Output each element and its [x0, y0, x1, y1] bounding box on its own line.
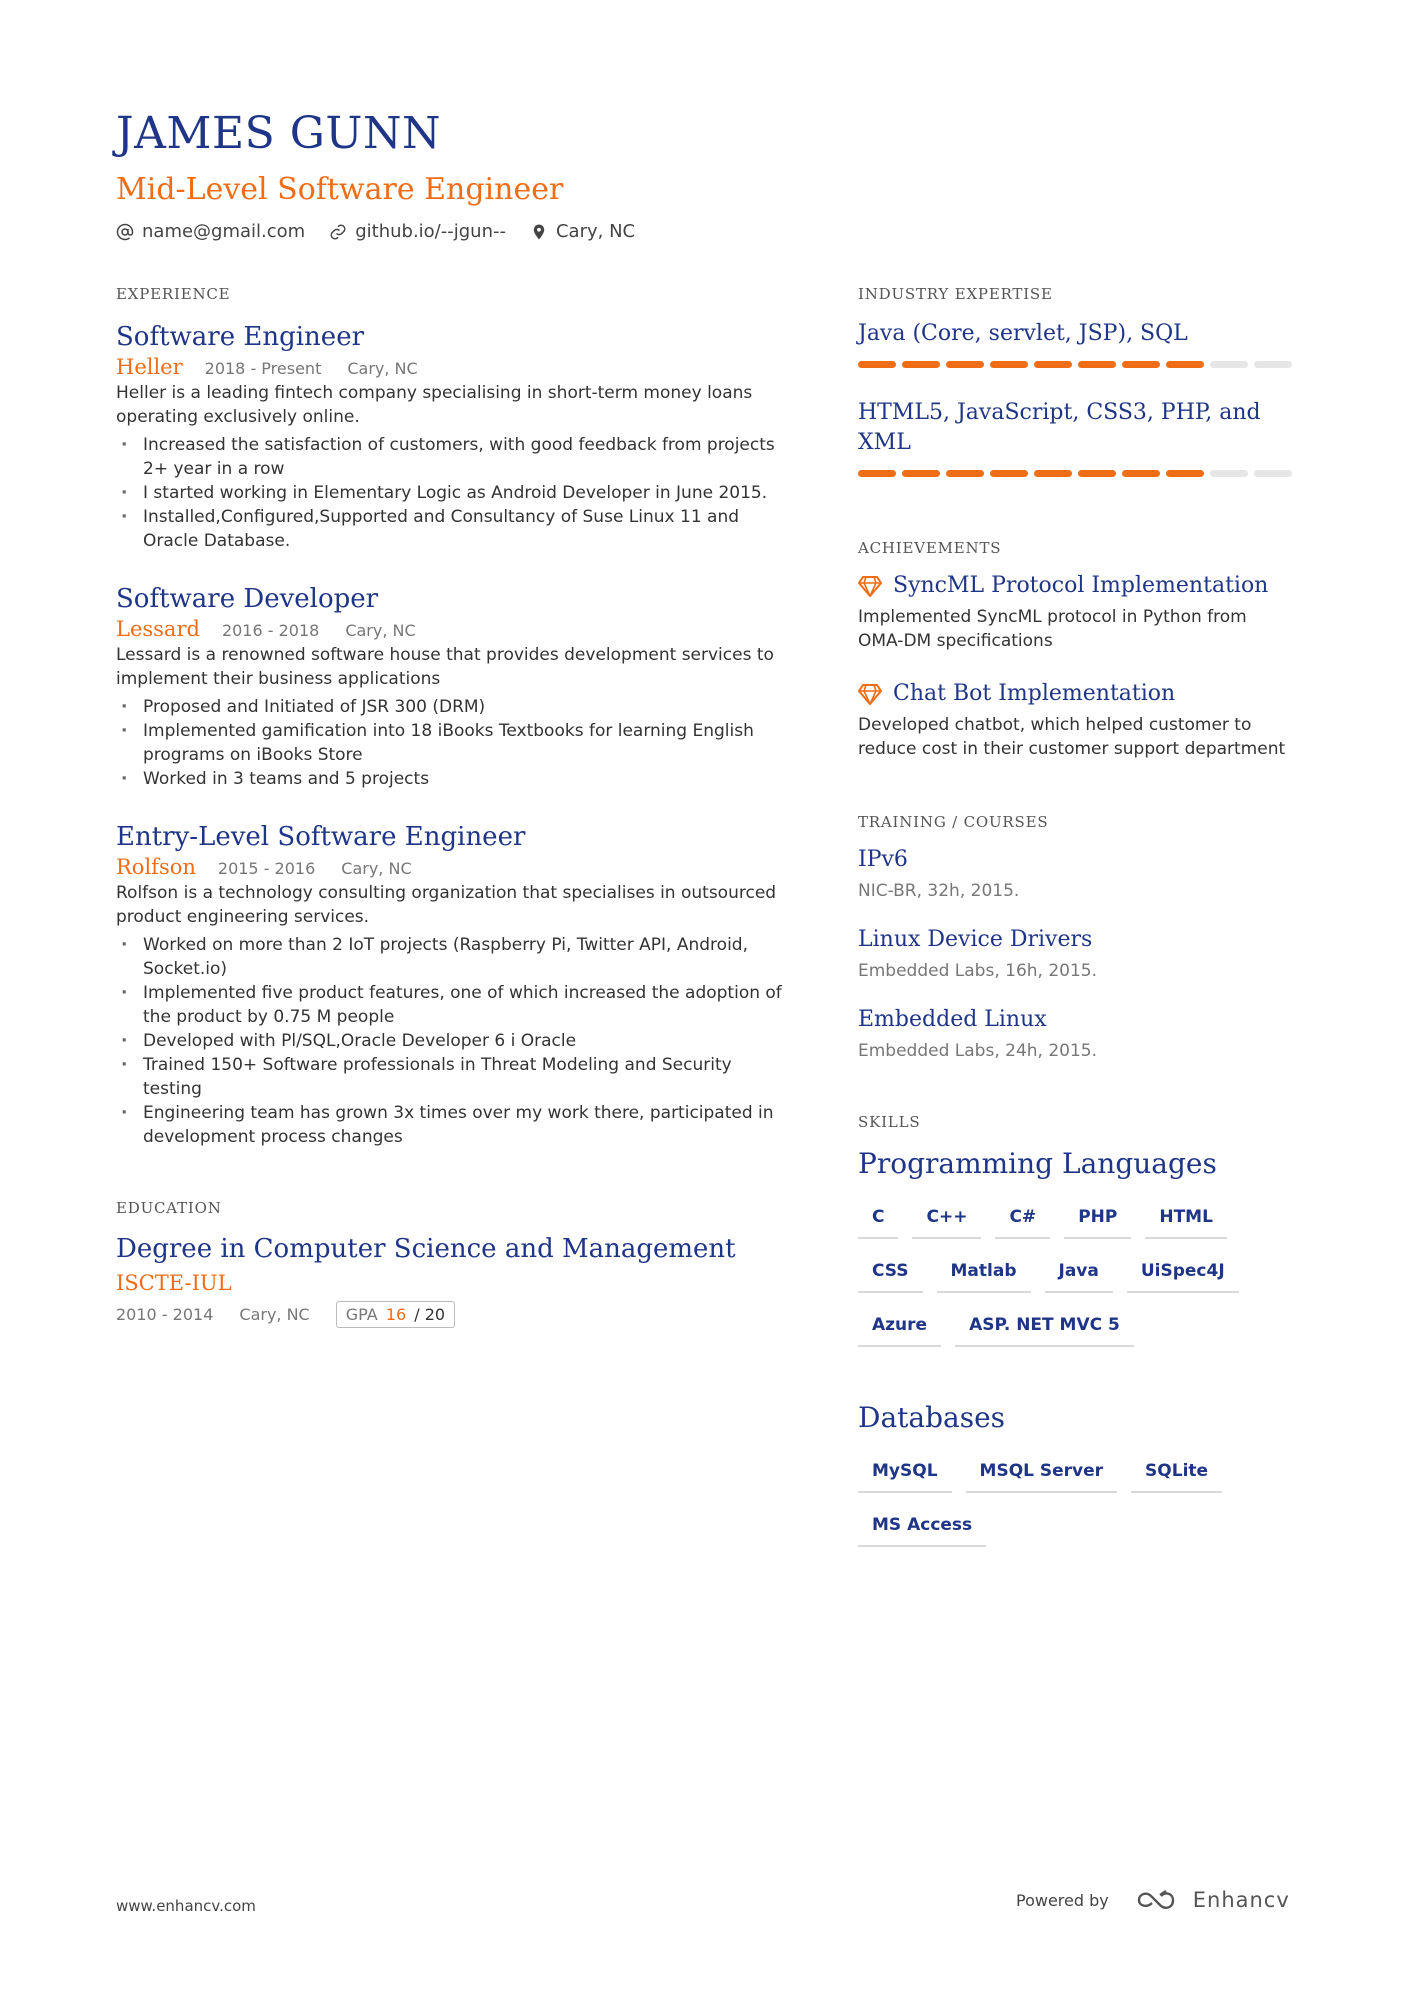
expertise-level-segment	[990, 470, 1028, 477]
expertise-level-bar	[858, 470, 1295, 477]
achievement-head	[858, 679, 1295, 709]
job-title: Software Engineer	[116, 322, 365, 352]
achievement-list	[858, 571, 1295, 761]
skill-tag: Matlab	[937, 1257, 1031, 1293]
section-heading: EDUCATION	[116, 1199, 222, 1217]
location-text: Cary, NC	[555, 221, 636, 242]
skill-tag: ASP. NET MVC 5	[955, 1311, 1134, 1347]
expertise-level-segment	[1210, 470, 1248, 477]
email-text: name@gmail.com	[142, 221, 306, 242]
skill-tag: C#	[995, 1203, 1050, 1239]
education-meta	[116, 1301, 796, 1328]
resume-header	[116, 105, 1296, 242]
job-dates: 2018 - Present	[204, 359, 322, 378]
achievement-description: Developed chatbot, which helped customer to reduce cost in their customer support department	[858, 715, 1286, 759]
expertise-item	[858, 319, 1295, 368]
contact-link[interactable]	[329, 221, 506, 242]
expertise-level-bar	[858, 361, 1295, 368]
skills-section	[858, 1113, 1295, 1565]
job-list	[116, 319, 796, 1149]
company-name: Heller	[116, 355, 183, 379]
link-text: github.io/--jgun--	[355, 221, 506, 242]
skill-tag: SQLite	[1131, 1457, 1222, 1493]
expertise-level-segment	[946, 361, 984, 368]
expertise-level-segment	[1254, 470, 1292, 477]
left-column	[116, 285, 796, 1328]
expertise-level-segment	[1122, 470, 1160, 477]
achievement-item	[858, 679, 1295, 761]
course-meta: NIC-BR, 32h, 2015.	[858, 881, 1020, 901]
job-title: Entry-Level Software Engineer	[116, 822, 526, 852]
contact-location	[530, 221, 635, 242]
gpa-value: 16	[385, 1305, 407, 1324]
right-column	[858, 285, 1295, 1565]
bullet-item: · Increased the satisfaction of customers, with good feedback from projects 2+ year in a row	[116, 433, 796, 481]
bullet-item: · Worked in 3 teams and 5 projects	[116, 767, 796, 791]
skill-tag: HTML	[1145, 1203, 1227, 1239]
course-name: IPv6	[858, 847, 908, 872]
expertise-name: Java (Core, servlet, JSP), SQL	[858, 321, 1188, 346]
bullet-item: · Engineering team has grown 3x times over my work there, participated in development process changes	[116, 1101, 796, 1149]
achievement-item	[858, 571, 1295, 653]
skill-tag: UiSpec4J	[1127, 1257, 1239, 1293]
skill-group-title: Databases	[858, 1401, 1006, 1434]
course-name: Linux Device Drivers	[858, 927, 1093, 952]
bullet-item: · Implemented five product features, one of which increased the adoption of the product by 0.75 M people	[116, 981, 796, 1029]
education-dates: 2010 - 2014	[116, 1305, 214, 1324]
course-list	[858, 845, 1295, 1061]
job-description: Rolfson is a technology consulting organization that specialises in outsourced product engineering services.	[116, 883, 777, 927]
expertise-level-segment	[1166, 470, 1204, 477]
job-meta	[116, 355, 796, 379]
section-heading: INDUSTRY EXPERTISE	[858, 285, 1053, 303]
candidate-title: Mid-Level Software Engineer	[116, 172, 564, 207]
skill-tag: PHP	[1064, 1203, 1131, 1239]
job-meta	[116, 617, 796, 641]
achievement-head	[858, 571, 1295, 601]
course-meta: Embedded Labs, 24h, 2015.	[858, 1041, 1098, 1061]
job-location: Cary, NC	[345, 621, 416, 640]
diamond-icon	[858, 683, 882, 705]
job-dates: 2016 - 2018	[221, 621, 320, 640]
gpa-badge	[336, 1301, 455, 1328]
section-heading: TRAINING / COURSES	[858, 813, 1049, 831]
bullet-item: · Implemented gamification into 18 iBooks Textbooks for learning English programs on iBooks Store	[116, 719, 796, 767]
achievement-title: Chat Bot Implementation	[893, 681, 1176, 706]
skill-group-title: Programming Languages	[858, 1147, 1217, 1180]
course-item	[858, 845, 1295, 901]
course-meta: Embedded Labs, 16h, 2015.	[858, 961, 1098, 981]
education-section	[116, 1199, 796, 1328]
skill-tag: Java	[1045, 1257, 1113, 1293]
enhancv-logo-icon	[1135, 1887, 1185, 1913]
job-title: Software Developer	[116, 584, 379, 614]
job-description: Lessard is a renowned software house that provides development services to implement their business applications	[116, 645, 774, 689]
skill-group	[858, 1145, 1295, 1365]
company-name: Rolfson	[116, 855, 196, 879]
section-heading: ACHIEVEMENTS	[858, 539, 1002, 557]
skill-tags	[858, 1457, 1295, 1565]
expertise-name: HTML5, JavaScript, CSS3, PHP, and XML	[858, 400, 1261, 455]
expertise-list	[858, 319, 1295, 477]
job-bullets	[116, 433, 796, 553]
school-name: ISCTE-IUL	[116, 1271, 232, 1295]
bullet-item: · Proposed and Initiated of JSR 300 (DRM)	[116, 695, 796, 719]
skill-tag: C++	[912, 1203, 981, 1239]
job-location: Cary, NC	[347, 359, 418, 378]
brand-name: Enhancv	[1192, 1888, 1290, 1912]
job-dates: 2015 - 2016	[217, 859, 316, 878]
achievement-title: SyncML Protocol Implementation	[893, 573, 1269, 598]
expertise-level-segment	[1078, 361, 1116, 368]
expertise-level-segment	[1078, 470, 1116, 477]
expertise-level-segment	[902, 470, 940, 477]
contact-row	[116, 221, 1296, 242]
expertise-level-segment	[858, 470, 896, 477]
at-icon	[116, 223, 134, 241]
skill-tags	[858, 1203, 1295, 1365]
expertise-level-segment	[1122, 361, 1160, 368]
job-entry	[116, 319, 796, 553]
skill-groups	[858, 1145, 1295, 1565]
expertise-level-segment	[990, 361, 1028, 368]
course-item	[858, 925, 1295, 981]
job-bullets	[116, 933, 796, 1149]
skill-tag: Azure	[858, 1311, 941, 1347]
expertise-level-segment	[1210, 361, 1248, 368]
skill-tag: MS Access	[858, 1511, 986, 1547]
bullet-item: · Trained 150+ Software professionals in Threat Modeling and Security testing	[116, 1053, 796, 1101]
degree-title: Degree in Computer Science and Management	[116, 1234, 736, 1264]
expertise-level-segment	[1254, 361, 1292, 368]
skill-tag: C	[858, 1203, 898, 1239]
section-heading: SKILLS	[858, 1113, 921, 1131]
expertise-level-segment	[1166, 361, 1204, 368]
bullet-item: · Worked on more than 2 IoT projects (Raspberry Pi, Twitter API, Android, Socket.io)	[116, 933, 796, 981]
job-bullets	[116, 695, 796, 791]
job-description: Heller is a leading fintech company specialising in short-term money loans operating exclusively online.	[116, 383, 753, 427]
industry-expertise-section	[858, 285, 1295, 477]
job-location: Cary, NC	[341, 859, 412, 878]
job-entry	[116, 581, 796, 791]
course-item	[858, 1005, 1295, 1061]
bullet-item: · Developed with Pl/SQL,Oracle Developer 6 i Oracle	[116, 1029, 796, 1053]
bullet-item: · I started working in Elementary Logic as Android Developer in June 2015.	[116, 481, 796, 505]
skill-tag: MSQL Server	[966, 1457, 1118, 1493]
skill-tag: CSS	[858, 1257, 923, 1293]
skill-group	[858, 1399, 1295, 1565]
section-heading: EXPERIENCE	[116, 285, 231, 303]
course-name: Embedded Linux	[858, 1007, 1047, 1032]
experience-section	[116, 285, 796, 1149]
footer-website[interactable]: www.enhancv.com	[116, 1897, 256, 1915]
expertise-level-segment	[946, 470, 984, 477]
education-location: Cary, NC	[239, 1305, 310, 1324]
footer-brand[interactable]	[1016, 1887, 1290, 1913]
achievements-section	[858, 539, 1295, 761]
expertise-level-segment	[902, 361, 940, 368]
skill-tag: MySQL	[858, 1457, 952, 1493]
powered-by-text: Powered by	[1016, 1890, 1109, 1910]
expertise-level-segment	[858, 361, 896, 368]
expertise-item	[858, 398, 1295, 477]
training-section	[858, 813, 1295, 1061]
gpa-label: GPA	[345, 1305, 378, 1324]
link-icon	[329, 223, 347, 241]
diamond-icon	[858, 575, 882, 597]
company-name: Lessard	[116, 617, 200, 641]
contact-email[interactable]	[116, 221, 305, 242]
job-entry	[116, 819, 796, 1149]
achievement-description: Implemented SyncML protocol in Python from OMA-DM specifications	[858, 607, 1247, 651]
job-meta	[116, 855, 796, 879]
bullet-item: · Installed,Configured,Supported and Consultancy of Suse Linux 11 and Oracle Database.	[116, 505, 796, 553]
candidate-name: JAMES GUNN	[116, 108, 441, 159]
expertise-level-segment	[1034, 361, 1072, 368]
location-pin-icon	[530, 223, 548, 241]
expertise-level-segment	[1034, 470, 1072, 477]
gpa-max: / 20	[414, 1305, 446, 1324]
